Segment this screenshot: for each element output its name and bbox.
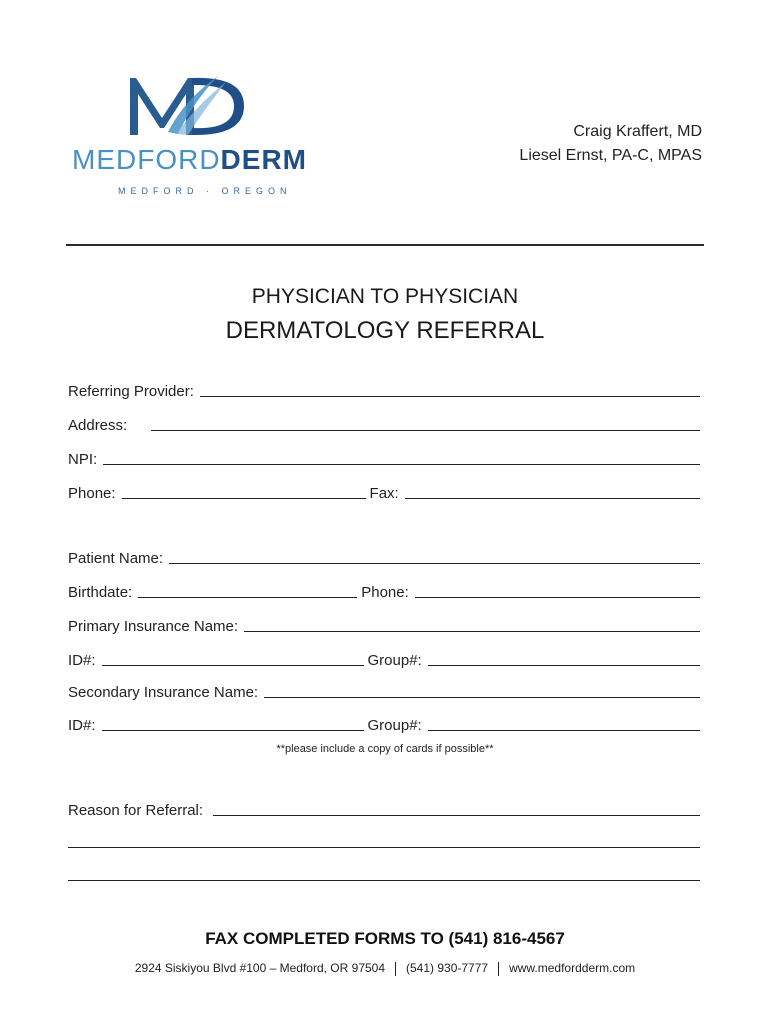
primary-insurance-label: Primary Insurance Name:	[68, 618, 239, 635]
form-title-line1: PHYSICIAN TO PHYSICIAN	[251, 285, 519, 308]
birthdate-label: Birthdate:	[68, 584, 133, 601]
footer-separator	[395, 962, 396, 976]
phone-label: Phone:	[68, 485, 116, 502]
reason-label: Reason for Referral:	[68, 802, 204, 819]
primary-id-group-row	[68, 647, 700, 669]
fax-label: Fax:	[369, 485, 399, 502]
footer-separator	[498, 962, 499, 976]
secondary-insurance-label: Secondary Insurance Name:	[68, 684, 259, 701]
secondary-id-field[interactable]	[102, 716, 364, 731]
provider-name: Craig Kraffert, MD	[573, 123, 702, 140]
secondary-group-label: Group#:	[367, 717, 422, 734]
secondary-insurance-row	[68, 679, 700, 701]
medfordderm-logo	[66, 70, 306, 205]
secondary-insurance-field[interactable]	[264, 683, 700, 698]
reason-row	[68, 797, 700, 819]
provider-name: Liesel Ernst, PA-C, MPAS	[519, 147, 702, 164]
birthdate-field[interactable]	[138, 583, 357, 598]
footer-contact	[0, 961, 770, 976]
md-monogram-logo-icon	[122, 70, 252, 140]
brand-tagline: MEDFORD · OREGON	[118, 186, 292, 196]
header-divider	[66, 244, 704, 246]
patient-phone-field[interactable]	[415, 583, 700, 598]
primary-id-label: ID#:	[68, 652, 96, 669]
fax-field[interactable]	[405, 484, 700, 499]
reason-field[interactable]	[213, 801, 700, 816]
secondary-id-label: ID#:	[68, 717, 96, 734]
footer-phone: (541) 930-7777	[406, 961, 489, 975]
address-field[interactable]	[151, 416, 700, 431]
footer-website: www.medfordderm.com	[509, 961, 636, 975]
fax-instruction: FAX COMPLETED FORMS TO (541) 816-4567	[205, 929, 565, 948]
form-title-line2: DERMATOLOGY REFERRAL	[225, 317, 545, 344]
provider-list	[519, 120, 702, 168]
referring-provider-row	[68, 378, 700, 400]
primary-group-label: Group#:	[367, 652, 422, 669]
primary-insurance-row	[68, 613, 700, 635]
patient-phone-label: Phone:	[361, 584, 409, 601]
phone-fax-row	[68, 480, 700, 502]
primary-group-field[interactable]	[428, 651, 700, 666]
reason-continuation-line[interactable]	[68, 846, 700, 848]
patient-name-row	[68, 545, 700, 567]
npi-label: NPI:	[68, 451, 98, 468]
referring-provider-field[interactable]	[200, 382, 700, 397]
birthdate-phone-row	[68, 579, 700, 601]
brand-name: MEDFORDDERM	[72, 144, 307, 175]
npi-row	[68, 446, 700, 468]
secondary-id-group-row	[68, 712, 700, 734]
address-row	[68, 412, 700, 434]
referring-provider-label: Referring Provider:	[68, 383, 194, 400]
address-label: Address:	[68, 417, 128, 434]
primary-id-field[interactable]	[102, 651, 364, 666]
npi-field[interactable]	[103, 450, 700, 465]
secondary-group-field[interactable]	[428, 716, 700, 731]
phone-field[interactable]	[122, 484, 366, 499]
patient-name-label: Patient Name:	[68, 550, 164, 567]
primary-insurance-field[interactable]	[244, 617, 700, 632]
reason-continuation-line[interactable]	[68, 879, 700, 881]
insurance-card-note: **please include a copy of cards if possible**	[276, 743, 494, 755]
footer-address: 2924 Siskiyou Blvd #100 – Medford, OR 97504	[134, 961, 386, 975]
patient-name-field[interactable]	[169, 549, 700, 564]
